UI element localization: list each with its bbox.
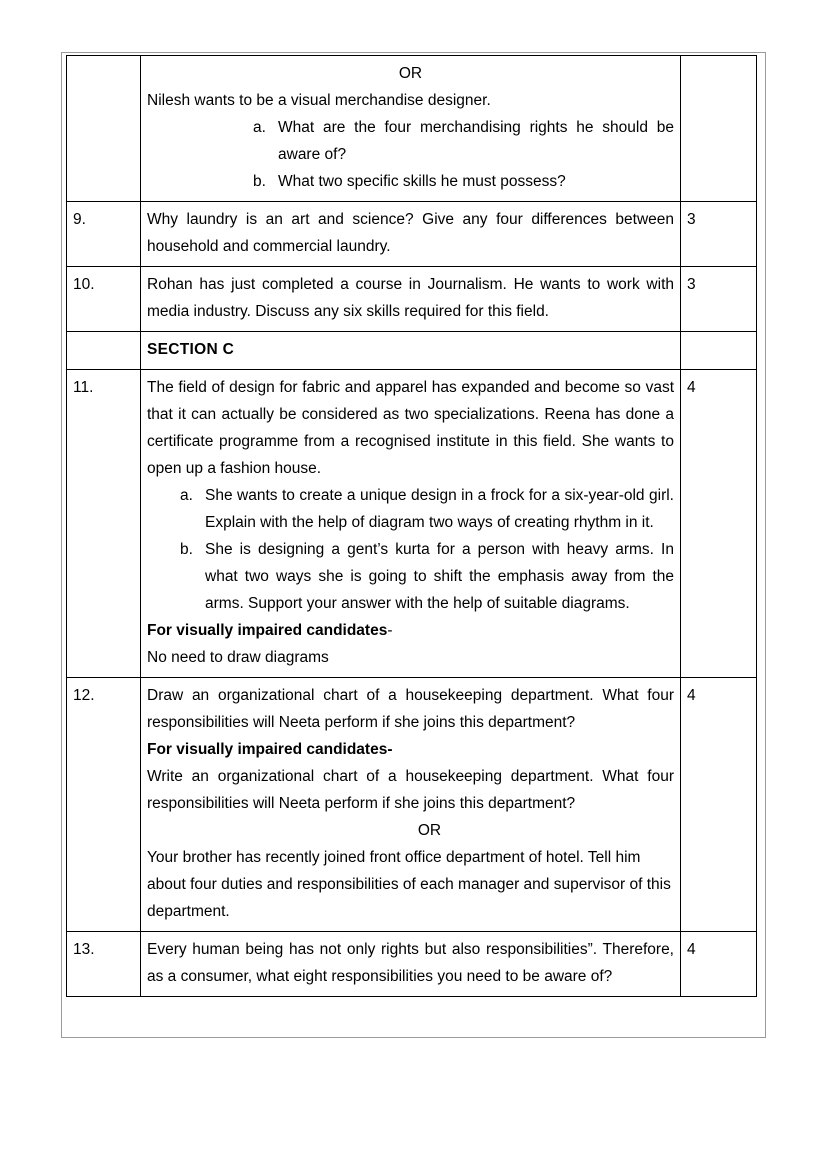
page-margin-line-top [61, 52, 766, 53]
marks-cell [681, 332, 757, 370]
question-number-cell: 9. [67, 202, 141, 267]
marks-cell: 3 [681, 202, 757, 267]
table-row [67, 202, 757, 267]
or-divider-label: OR [398, 65, 423, 82]
question-body-cell [141, 56, 681, 202]
question-body-cell: Rohan has just completed a course in Journalism. He wants to work with media industry. Discuss any six skills required for this field. [141, 267, 681, 332]
visually-impaired-text: No need to draw diagrams [147, 649, 329, 666]
marks-cell: 4 [681, 370, 757, 678]
table-row [67, 370, 757, 678]
question-number-cell: 11. [67, 370, 141, 678]
question-number-cell: 12. [67, 678, 141, 932]
question-intro-text: Nilesh wants to be a visual merchandise designer. [147, 92, 491, 109]
visually-impaired-text: Write an organizational chart of a housekeeping department. What four responsibilities will Neeta perform if she joins this department? [147, 768, 674, 812]
table-row [67, 932, 757, 997]
marks-cell: 4 [681, 678, 757, 932]
sub-question-item [147, 168, 674, 195]
questions-table [66, 55, 757, 997]
sub-question-list [147, 482, 674, 617]
table-row [67, 56, 757, 202]
question-number-cell: 13. [67, 932, 141, 997]
question-body-cell [141, 370, 681, 678]
page-margin-line-left [61, 52, 62, 1037]
visually-impaired-heading [147, 617, 674, 644]
question-number-cell [67, 332, 141, 370]
table-row-section-heading [67, 332, 757, 370]
marks-cell: 3 [681, 267, 757, 332]
question-text: The field of design for fabric and apparel has expanded and become so vast that it can actually be considered as two specializations. Reena has done a certificate programme from a recognised institute in this field. She wants to open up a fashion house. [147, 379, 674, 477]
sub-question-marker: a. [180, 487, 193, 504]
sub-question-item [147, 114, 674, 168]
question-number-cell [67, 56, 141, 202]
page-margin-line-right [765, 52, 766, 1037]
sub-question-marker: b. [180, 541, 193, 558]
question-body-cell: Every human being has not only rights but also responsibilities”. Therefore, as a consumer, what eight responsibilities you need to be aware of? [141, 932, 681, 997]
question-body-cell [141, 678, 681, 932]
question-number-cell: 10. [67, 267, 141, 332]
table-row [67, 678, 757, 932]
or-divider-label: OR [417, 822, 442, 839]
visually-impaired-heading-suffix: - [387, 622, 393, 639]
sub-question-marker: b. [253, 173, 266, 190]
visually-impaired-heading-text: For visually impaired candidates [147, 622, 388, 639]
page-margin-line-bottom [61, 1037, 766, 1038]
sub-question-item [147, 536, 674, 617]
sub-question-list [147, 114, 674, 195]
sub-question-text: What two specific skills he must possess? [278, 173, 566, 190]
visually-impaired-heading: For visually impaired candidates- [147, 741, 393, 758]
sub-question-text: She is designing a gent’s kurta for a person with heavy arms. In what two ways she is going to shift the emphasis away from the arms. Support your answer with the help of suitable diagrams. [205, 541, 674, 612]
question-body-cell: Why laundry is an art and science? Give any four differences between household and commercial laundry. [141, 202, 681, 267]
question-paper-sheet [66, 55, 756, 997]
marks-cell [681, 56, 757, 202]
sub-question-item [147, 482, 674, 536]
sub-question-marker: a. [253, 119, 266, 136]
table-row [67, 267, 757, 332]
alternative-question-text: Your brother has recently joined front office department of hotel. Tell him about four duties and responsibilities of each manager and supervisor of this department. [147, 849, 671, 920]
sub-question-text: She wants to create a unique design in a frock for a six-year-old girl. Explain with the help of diagram two ways of creating rhythm in it. [205, 487, 674, 531]
question-text: Draw an organizational chart of a housekeeping department. What four responsibilities will Neeta perform if she joins this department? [147, 687, 674, 731]
marks-cell: 4 [681, 932, 757, 997]
section-heading: SECTION C [141, 332, 681, 370]
sub-question-text: What are the four merchandising rights he should be aware of? [278, 119, 674, 163]
